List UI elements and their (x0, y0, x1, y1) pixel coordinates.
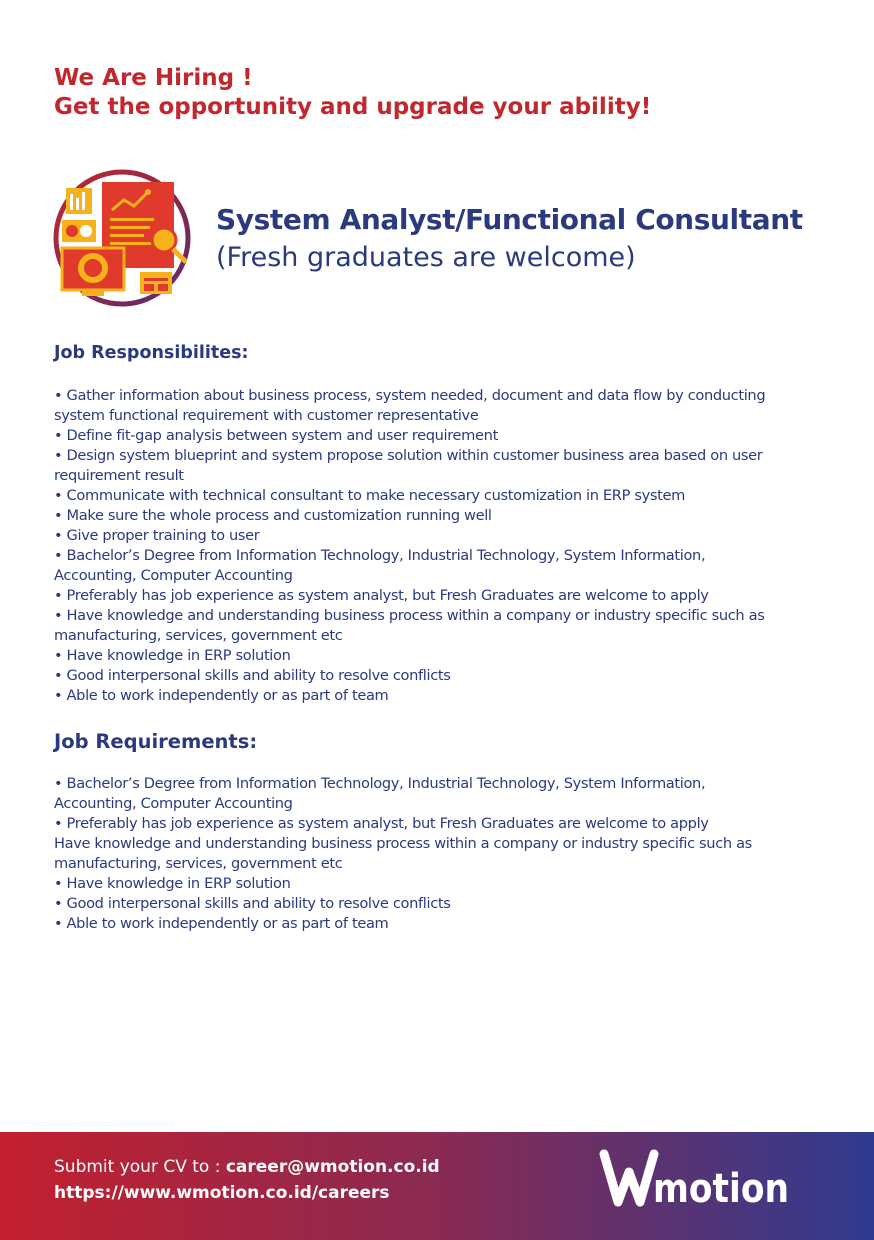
wmotion-logo (598, 1148, 794, 1212)
list-item: • Design system blueprint and system propose solution within customer business area based on user requirement result (54, 447, 763, 484)
hiring-headline: We Are Hiring ! (54, 65, 253, 91)
list-item: • Preferably has job experience as system analyst, but Fresh Graduates are welcome to apply (54, 587, 709, 604)
responsibilities-heading: Job Responsibilites: (54, 343, 249, 363)
svg-text:motion: motion (653, 1166, 789, 1212)
hiring-banner (54, 64, 651, 122)
list-item: Have knowledge and understanding business process within a company or industry specific such as manufacturing, services, government etc (54, 835, 752, 872)
list-item: • Make sure the whole process and customization running well (54, 507, 492, 524)
list-item: • Define fit-gap analysis between system and user requirement (54, 427, 498, 444)
job-title: System Analyst/Functional Consultant (216, 203, 803, 236)
list-item: • Give proper training to user (54, 527, 260, 544)
list-item: • Bachelor’s Degree from Information Technology, Industrial Technology, System Information, Accounting, Computer Accounting (54, 775, 706, 812)
list-item: • Gather information about business process, system needed, document and data flow by conducting system functional requirement with customer representative (54, 387, 766, 424)
requirements-list (54, 774, 784, 934)
submit-info (54, 1154, 440, 1206)
responsibilities-list (54, 386, 784, 706)
job-subtitle: (Fresh graduates are welcome) (216, 242, 636, 273)
list-item: • Able to work independently or as part of team (54, 687, 389, 704)
list-item: • Good interpersonal skills and ability to resolve conflicts (54, 667, 451, 684)
list-item: • Able to work independently or as part of team (54, 915, 389, 932)
hiring-tagline: Get the opportunity and upgrade your ability! (54, 94, 652, 120)
list-item: • Have knowledge in ERP solution (54, 647, 291, 664)
list-item: • Good interpersonal skills and ability to resolve conflicts (54, 895, 451, 912)
analytics-dashboard-icon (52, 168, 194, 310)
email-link[interactable]: career@wmotion.co.id (225, 1157, 440, 1177)
job-title-block (216, 201, 803, 277)
careers-link[interactable]: https://www.wmotion.co.id/careers (54, 1183, 390, 1203)
list-item: • Have knowledge in ERP solution (54, 875, 291, 892)
list-item: • Bachelor’s Degree from Information Technology, Industrial Technology, System Information, Accounting, Computer Accounting (54, 547, 706, 584)
list-item: • Preferably has job experience as system analyst, but Fresh Graduates are welcome to apply (54, 815, 709, 832)
list-item: • Have knowledge and understanding business process within a company or industry specific such as manufacturing, services, government etc (54, 607, 765, 644)
requirements-heading: Job Requirements: (54, 730, 258, 753)
submit-label: Submit your CV to : (54, 1157, 226, 1177)
list-item: • Communicate with technical consultant to make necessary customization in ERP system (54, 487, 685, 504)
